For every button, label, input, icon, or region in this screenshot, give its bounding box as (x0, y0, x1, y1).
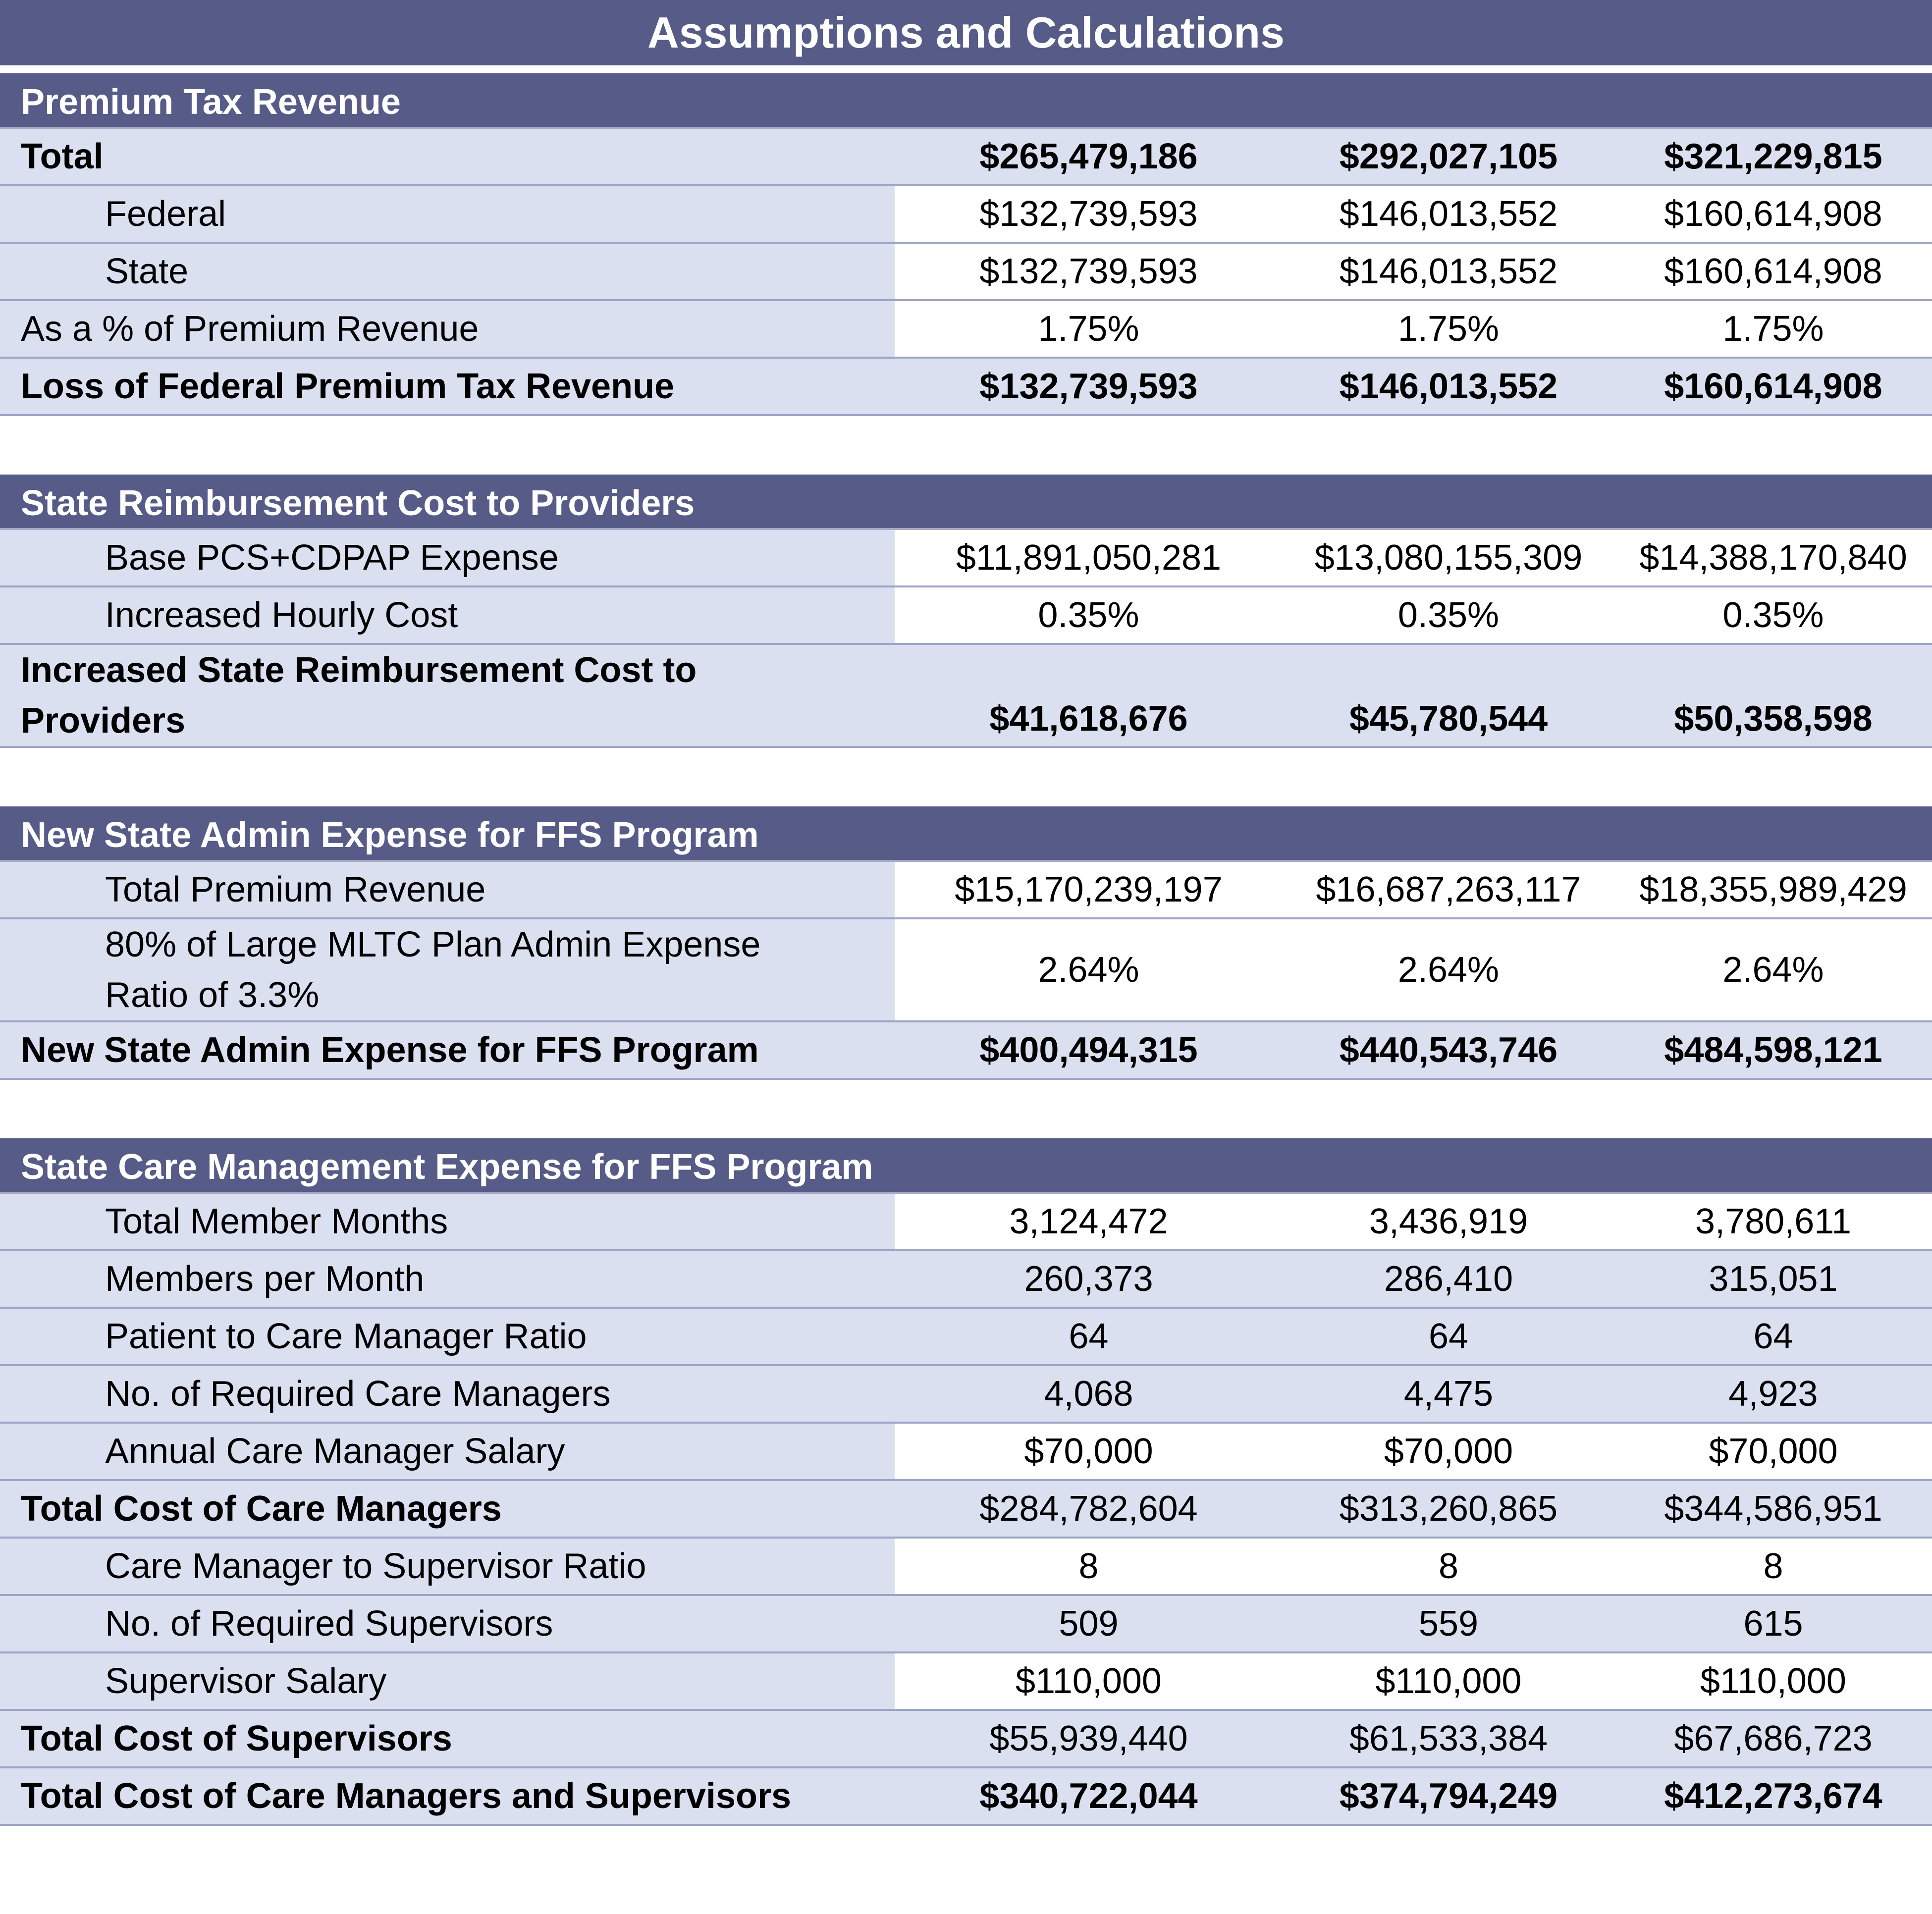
row-label: Total Premium Revenue (0, 862, 895, 917)
value-cell: $11,891,050,281 (895, 530, 1283, 585)
value-cell: $55,939,440 (989, 1719, 1188, 1758)
value-cell: 559 (1418, 1604, 1479, 1644)
table-row (0, 645, 1932, 748)
row-label: Supervisor Salary (0, 1653, 895, 1709)
table-row (0, 301, 1932, 359)
value-cell: $41,618,676 (989, 699, 1188, 739)
section-header: Premium Tax Revenue (0, 73, 1932, 129)
row-label-line: Ratio of 3.3% (105, 975, 320, 1015)
value-cell: $313,260,865 (1339, 1489, 1558, 1529)
table-row (0, 1022, 1932, 1080)
table-row (0, 530, 1932, 587)
table-row (0, 1251, 1932, 1309)
value-cell: 1.75% (1283, 301, 1614, 357)
table-row (0, 1366, 1932, 1424)
table-row (0, 1768, 1932, 1826)
row-label: No. of Required Supervisors (105, 1604, 553, 1644)
row-label: Increased Hourly Cost (0, 587, 895, 643)
table-row (0, 1309, 1932, 1366)
value-cell: $146,013,552 (1283, 244, 1614, 299)
row-label: Total Cost of Supervisors (21, 1719, 452, 1758)
table-row (0, 1711, 1932, 1768)
value-cell: 315,051 (1709, 1259, 1838, 1299)
value-cell: 1.75% (1614, 301, 1932, 357)
value-cell: 0.35% (895, 587, 1283, 643)
row-label: Total (21, 137, 104, 176)
section-state-reimbursement (0, 475, 1932, 748)
value-cell: 615 (1743, 1604, 1803, 1644)
table-row (0, 1194, 1932, 1251)
section-header: State Reimbursement Cost to Providers (0, 475, 1932, 530)
row-label-line: 80% of Large MLTC Plan Admin Expense (105, 925, 761, 964)
section-header: State Care Management Expense for FFS Program (0, 1138, 1932, 1194)
value-cell: $13,080,155,309 (1283, 530, 1614, 585)
value-cell: $110,000 (895, 1653, 1283, 1709)
table-row (0, 587, 1932, 645)
value-cell: 64 (1753, 1317, 1793, 1356)
row-label: Total Member Months (0, 1194, 895, 1249)
value-cell: $110,000 (1283, 1653, 1614, 1709)
value-cell: 3,436,919 (1283, 1194, 1614, 1249)
value-cell: 286,410 (1384, 1259, 1513, 1299)
value-cell: 3,780,611 (1614, 1194, 1932, 1249)
value-cell: 2.64% (1283, 919, 1614, 1020)
value-cell: 509 (1059, 1604, 1119, 1644)
table-row (0, 1596, 1932, 1653)
value-cell: 2.64% (1614, 919, 1932, 1020)
value-cell: $70,000 (1283, 1424, 1614, 1479)
value-cell: $15,170,239,197 (895, 862, 1283, 917)
table-row (0, 129, 1932, 186)
section-premium-tax-revenue (0, 73, 1932, 416)
value-cell: $14,388,170,840 (1614, 530, 1932, 585)
value-cell: $16,687,263,117 (1283, 862, 1614, 917)
row-label-line: Providers (21, 701, 186, 741)
value-cell: $160,614,908 (1614, 244, 1932, 299)
value-cell: 4,475 (1403, 1374, 1494, 1414)
row-label: Members per Month (105, 1259, 425, 1299)
row-label (0, 919, 895, 1020)
table-row (0, 1653, 1932, 1711)
row-label: Base PCS+CDPAP Expense (0, 530, 895, 585)
value-cell: $70,000 (895, 1424, 1283, 1479)
row-label: Loss of Federal Premium Tax Revenue (21, 367, 675, 406)
row-label: Care Manager to Supervisor Ratio (0, 1539, 895, 1594)
row-label: Total Cost of Care Managers (21, 1489, 502, 1529)
value-cell: $344,586,951 (1664, 1489, 1882, 1529)
value-cell: 4,923 (1728, 1374, 1818, 1414)
value-cell: $412,273,674 (1664, 1776, 1882, 1816)
value-cell: $132,739,593 (895, 186, 1283, 242)
row-label (0, 645, 895, 746)
value-cell: $45,780,544 (1349, 699, 1548, 739)
table-row (0, 244, 1932, 301)
value-cell: 260,373 (1024, 1259, 1153, 1299)
value-cell: $400,494,315 (979, 1030, 1198, 1070)
value-cell: 3,124,472 (895, 1194, 1283, 1249)
value-cell: $292,027,105 (1339, 137, 1558, 176)
value-cell: $160,614,908 (1614, 186, 1932, 242)
row-label: Annual Care Manager Salary (0, 1424, 895, 1479)
row-label: Patient to Care Manager Ratio (105, 1317, 587, 1356)
value-cell: $18,355,989,429 (1614, 862, 1932, 917)
row-label: State (0, 244, 895, 299)
row-label: New State Admin Expense for FFS Program (21, 1030, 759, 1070)
table-row (0, 359, 1932, 416)
value-cell: 64 (1069, 1317, 1109, 1356)
section-header: New State Admin Expense for FFS Program (0, 806, 1932, 862)
table-row (0, 862, 1932, 919)
value-cell: 0.35% (1283, 587, 1614, 643)
value-cell: $484,598,121 (1664, 1030, 1882, 1070)
value-cell: $321,229,815 (1664, 137, 1882, 176)
table-row (0, 1539, 1932, 1596)
table-row (0, 1424, 1932, 1481)
value-cell: 1.75% (895, 301, 1283, 357)
value-cell: 8 (1614, 1539, 1932, 1594)
value-cell: 8 (895, 1539, 1283, 1594)
value-cell: 64 (1428, 1317, 1469, 1356)
value-cell: 0.35% (1614, 587, 1932, 643)
row-label: As a % of Premium Revenue (0, 301, 895, 357)
row-label-line: Increased State Reimbursement Cost to (21, 650, 697, 690)
table-row (0, 186, 1932, 244)
value-cell: $146,013,552 (1283, 186, 1614, 242)
value-cell: $110,000 (1614, 1653, 1932, 1709)
value-cell: 4,068 (1044, 1374, 1133, 1414)
value-cell: 2.64% (895, 919, 1283, 1020)
value-cell: $132,739,593 (979, 367, 1198, 406)
value-cell: $61,533,384 (1349, 1719, 1548, 1758)
value-cell: $70,000 (1614, 1424, 1932, 1479)
value-cell: $440,543,746 (1339, 1030, 1558, 1070)
page-title: Assumptions and Calculations (0, 0, 1932, 65)
value-cell: $284,782,604 (979, 1489, 1198, 1529)
value-cell: $67,686,723 (1674, 1719, 1873, 1758)
value-cell: $340,722,044 (979, 1776, 1198, 1816)
value-cell: $374,794,249 (1339, 1776, 1558, 1816)
value-cell: 8 (1283, 1539, 1614, 1594)
value-cell: $160,614,908 (1664, 367, 1882, 406)
table-row (0, 1481, 1932, 1539)
table-row (0, 919, 1932, 1022)
title-divider (0, 65, 1932, 71)
value-cell: $50,358,598 (1674, 699, 1873, 739)
value-cell: $265,479,186 (979, 137, 1198, 176)
row-label: Total Cost of Care Managers and Supervisors (21, 1776, 792, 1816)
row-label: Federal (0, 186, 895, 242)
value-cell: $132,739,593 (895, 244, 1283, 299)
section-care-management-expense (0, 1138, 1932, 1826)
value-cell: $146,013,552 (1339, 367, 1558, 406)
section-new-state-admin-expense (0, 806, 1932, 1080)
row-label: No. of Required Care Managers (105, 1374, 611, 1414)
